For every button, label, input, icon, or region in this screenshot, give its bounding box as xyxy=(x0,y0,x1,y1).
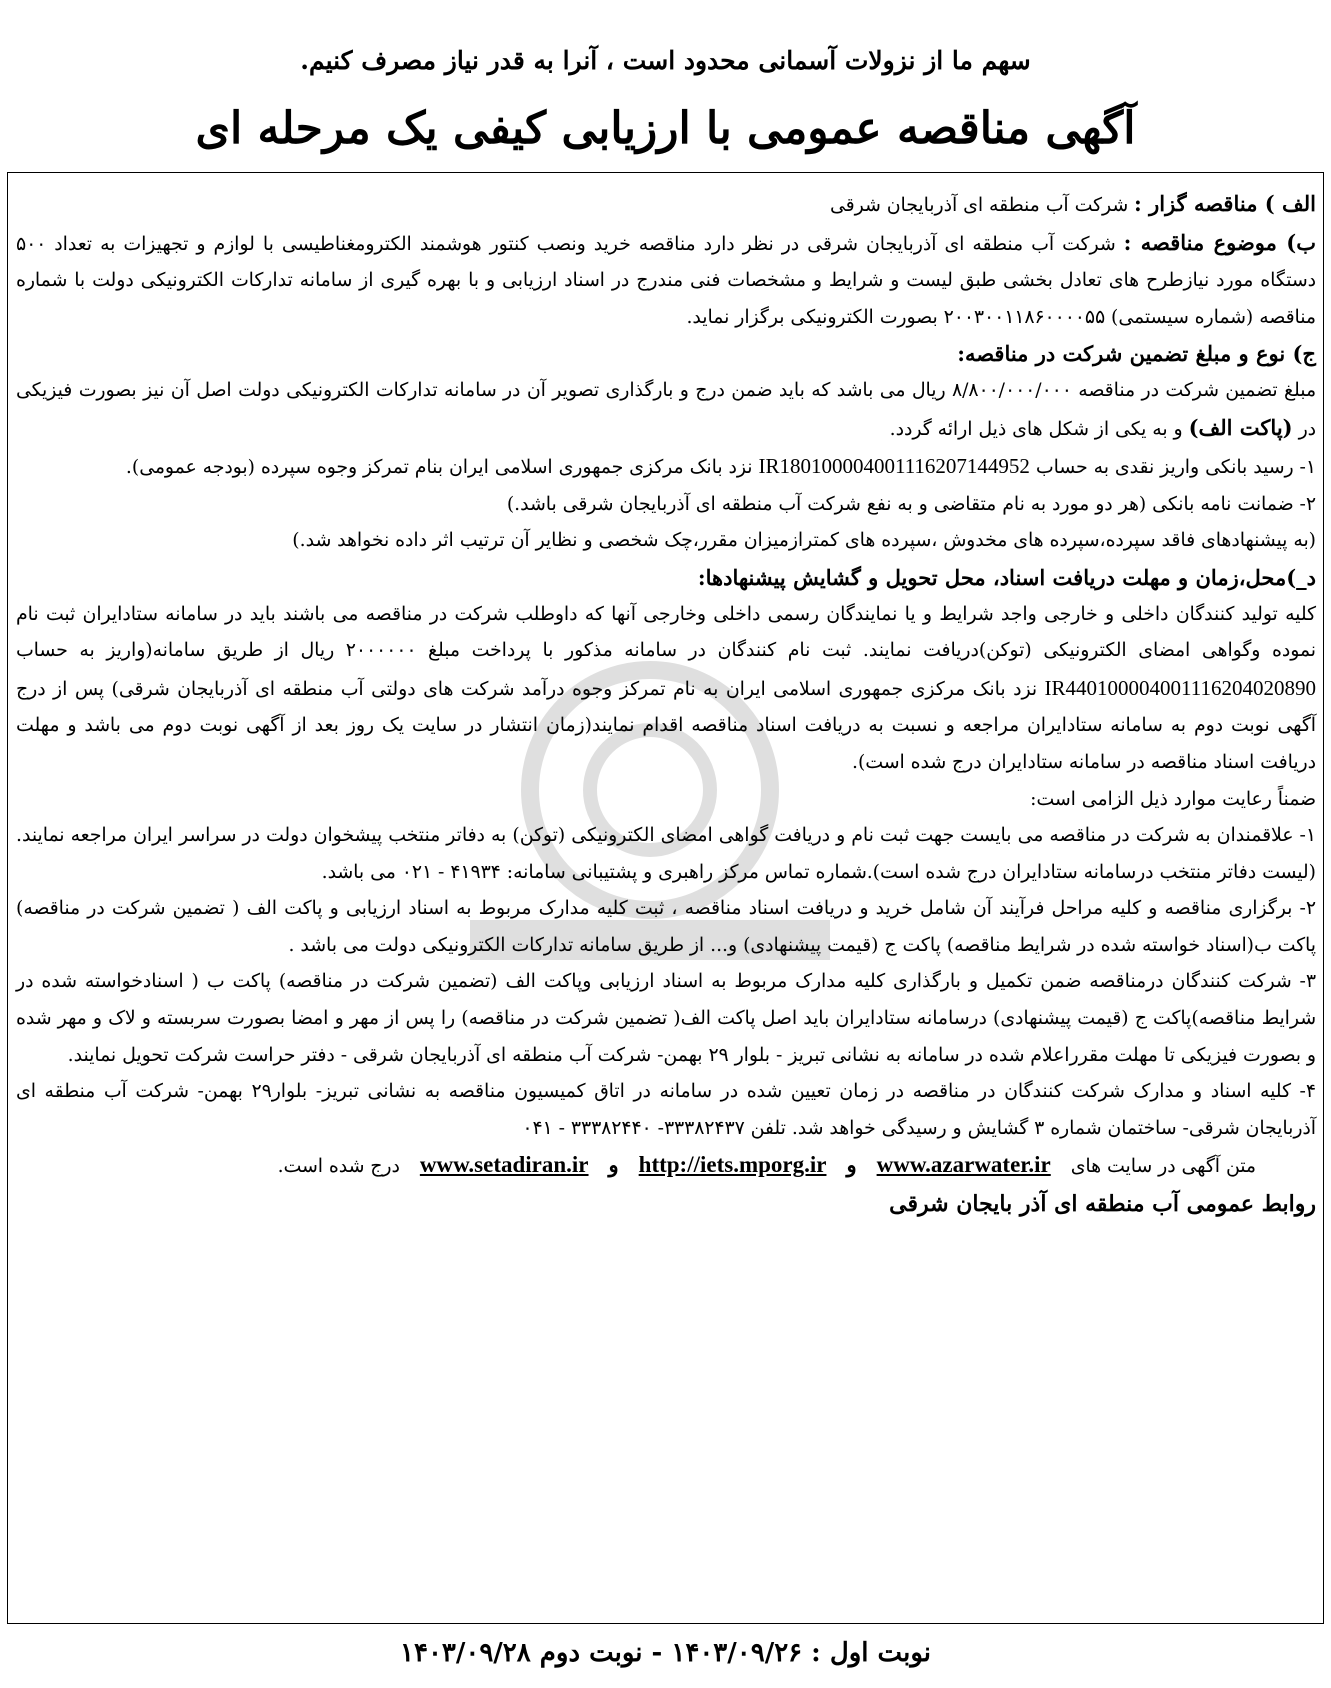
notice-body xyxy=(16,186,1316,1223)
public-relations-signature: روابط عمومی آب منطقه ای آذر بایجان شرقی xyxy=(889,1191,1316,1218)
text-run: نزد بانک مرکزی جمهوری اسلامی ایران به نام تمرکز وجوه درآمد شرکت های دولتی آب منطقه ای آذربایجان شرقی) پس از درج آگهی نوبت دوم به سامانه ستادایران مراجعه و نسبت به دریافت اسناد مناقصه اقدام نمایند(زمان انتشار در سایت یک روز بعد از آگهی نوبت دوم می باشد و مهلت دریافت اسناد مناقصه در سامانه ستادایران درج شده است). xyxy=(16,678,1316,773)
websites-line xyxy=(16,1147,1316,1186)
guarantee-note: (به پیشنهادهای فاقد سپرده،سپرده های مخدوش ،سپرده های کمترازمیزان مقرر،چک شخصی و نظایر آن ترتیب اثر داده نخواهد شد.) xyxy=(292,530,1316,552)
section-jim-heading: ج) نوع و مبلغ تضمین شرکت در مناقصه: xyxy=(957,341,1316,367)
section-dal-heading: د_)محل،زمان و مهلت دریافت اسناد، محل تحویل و گشایش پیشنهادها: xyxy=(697,564,1316,590)
section-text: شرکت آب منطقه ای آذربایجان شرقی xyxy=(830,195,1135,216)
websites-suffix: درج شده است. xyxy=(277,1156,400,1178)
section-alef xyxy=(16,186,1316,225)
text-run: ۱- رسید بانکی واریز نقدی به حساب xyxy=(1029,457,1316,479)
conjunction: و xyxy=(846,1152,857,1178)
text-run: و به یکی از شکل های ذیل ارائه گردد. xyxy=(889,418,1189,440)
link-azarwater[interactable]: www.azarwater.ir xyxy=(876,1152,1051,1178)
bank-account-number: IR440100004001116204020890 xyxy=(1044,675,1316,700)
requirement-3: ۳- شرکت کنندگان درمناقصه ضمن تکمیل و بارگذاری کلیه مدارک مربوط به اسناد ارزیابی وپاکت الف (تضمین شرکت در مناقصه) پاکت ب ( اسنادخواسته شده در شرایط مناقصه)پاکت ج (قیمت پیشنهادی) درسامانه ستادایران باید اصل پاکت الف( تضمین شرکت در مناقصه) را پس از مهر و امضا بصورت سربسته و لاک و مهر شده و بصورت فیزیکی تا مهلت مقرراعلام شده در سامانه به نشانی تبریز - بلوار ۲۹ بهمن- شرکت آب منطقه ای آذربایجان شرقی - دفتر حراست شرکت تحویل نمایند. xyxy=(16,971,1316,1066)
requirement-4: ۴- کلیه اسناد و مدارک شرکت کنندگان در مناقصه در زمان تعیین شده در سامانه در اتاق کمیسیون مناقصه به نشانی تبریز- بلوار۲۹ بهمن- شرکت آب منطقه ای آذربایجان شرقی- ساختمان شماره ۳ گشایش و رسیدگی خواهد شد. تلفن ۳۳۳۸۲۴۳۷- ۳۳۳۸۲۴۴۰ - ۰۴۱ xyxy=(16,1081,1316,1139)
link-setadiran[interactable]: www.setadiran.ir xyxy=(419,1152,589,1178)
registration-paragraph xyxy=(16,597,1316,782)
guarantee-item-1 xyxy=(16,448,1316,487)
section-label: الف ) مناقصه گزار : xyxy=(1134,191,1316,216)
text-run: کلیه تولید کنندگان داخلی و خارجی واجد شرایط و یا نمایندگان رسمی داخلی وخارجی آنها که داوطلب شرکت در مناقصه می باشند باید در سامانه ستادایران ثبت نام نموده وگواهی امضای الکترونیکی (توکن)دریافت نمایند. ثبت نام کنندگان در سامانه مذکور با پرداخت مبلغ ۲۰۰۰۰۰۰ ریال از طریق سامانه(واریز به حساب xyxy=(16,603,1316,662)
websites-prefix: متن آگهی در سایت های xyxy=(1070,1156,1256,1178)
requirements-intro: ضمناً رعایت موارد ذیل الزامی است: xyxy=(1030,788,1316,810)
guarantee-item-2: ۲- ضمانت نامه بانکی (هر دو مورد به نام متقاضی و به نفع شرکت آب منطقه ای آذربایجان شرقی باشد.) xyxy=(506,493,1316,515)
packet-alef-label: (پاکت الف) xyxy=(1188,414,1293,440)
section-text: شرکت آب منطقه ای آذربایجان شرقی در نظر دارد مناقصه خرید ونصب کنتور هوشمند الکترومغناطیسی با لوازم و تجهیزات به تعداد ۵۰۰ دستگاه مورد نیازطرح های تعادل بخشی طبق لیست و شرایط و مشخصات فنی مندرج در اسناد ارزیابی و با بهره گیری از سامانه تدارکات الکترونیکی دولت با شماره مناقصه (شماره سیستمی) ۲۰۰۳۰۰۱۱۸۶۰۰۰۰۵۵ بصورت الکترونیکی برگزار نماید. xyxy=(16,233,1316,328)
publication-schedule: نوبت اول : ۱۴۰۳/۰۹/۲۶ - نوبت دوم ۱۴۰۳/۰۹/۲۸ xyxy=(400,1638,931,1668)
conjunction: و xyxy=(608,1152,619,1178)
link-iets[interactable]: http://iets.mporg.ir xyxy=(638,1152,827,1178)
section-label: ب) موضوع مناقصه : xyxy=(1123,229,1316,255)
text-run: نزد بانک مرکزی جمهوری اسلامی ایران بنام تمرکز وجوه سپرده (بودجه عمومی). xyxy=(125,457,759,479)
requirement-1: ۱- علاقمندان به شرکت در مناقصه می بایست جهت ثبت نام و دریافت گواهی امضای الکترونیکی (توکن) به دفاتر منتخب پیشخوان دولت در سراسر ایران مراجعه نمایند.(لیست دفاتر منتخب درسامانه ستادایران درج شده است).شماره تماس مرکز راهبری و پشتیبانی سامانه: ۴۱۹۳۴ - ۰۲۱ می باشد. xyxy=(16,825,1316,883)
slogan: سهم ما از نزولات آسمانی محدود است ، آنرا به قدر نیاز مصرف کنیم. xyxy=(300,46,1031,75)
text-run: مبلغ تضمین شرکت در مناقصه ۸/۸۰۰/۰۰۰/۰۰۰ ریال می باشد که باید ضمن درج و بارگذاری تصویر آن در سامانه تدارکات الکترونیکی دولت اصل آن نیز بصورت فیزیکی در xyxy=(16,379,1316,440)
guarantee-paragraph xyxy=(16,373,1316,448)
section-be xyxy=(16,225,1316,337)
bank-account-number: IR180100004001116207144952 xyxy=(758,454,1030,479)
page-title: آگهی مناقصه عمومی با ارزیابی کیفی یک مرحله ای xyxy=(195,103,1136,154)
requirement-2: ۲- برگزاری مناقصه و کلیه مراحل فرآیند آن شامل خرید و دریافت اسناد مناقصه ، ثبت کلیه مدارک مربوط به اسناد ارزیابی و پاکت الف ( تضمین شرکت در مناقصه) پاکت ب(اسناد خواسته شده در شرایط مناقصه) پاکت ج (قیمت پیشنهادی) و... از طریق سامانه تدارکات الکترونیکی دولت می باشد . xyxy=(16,898,1316,956)
